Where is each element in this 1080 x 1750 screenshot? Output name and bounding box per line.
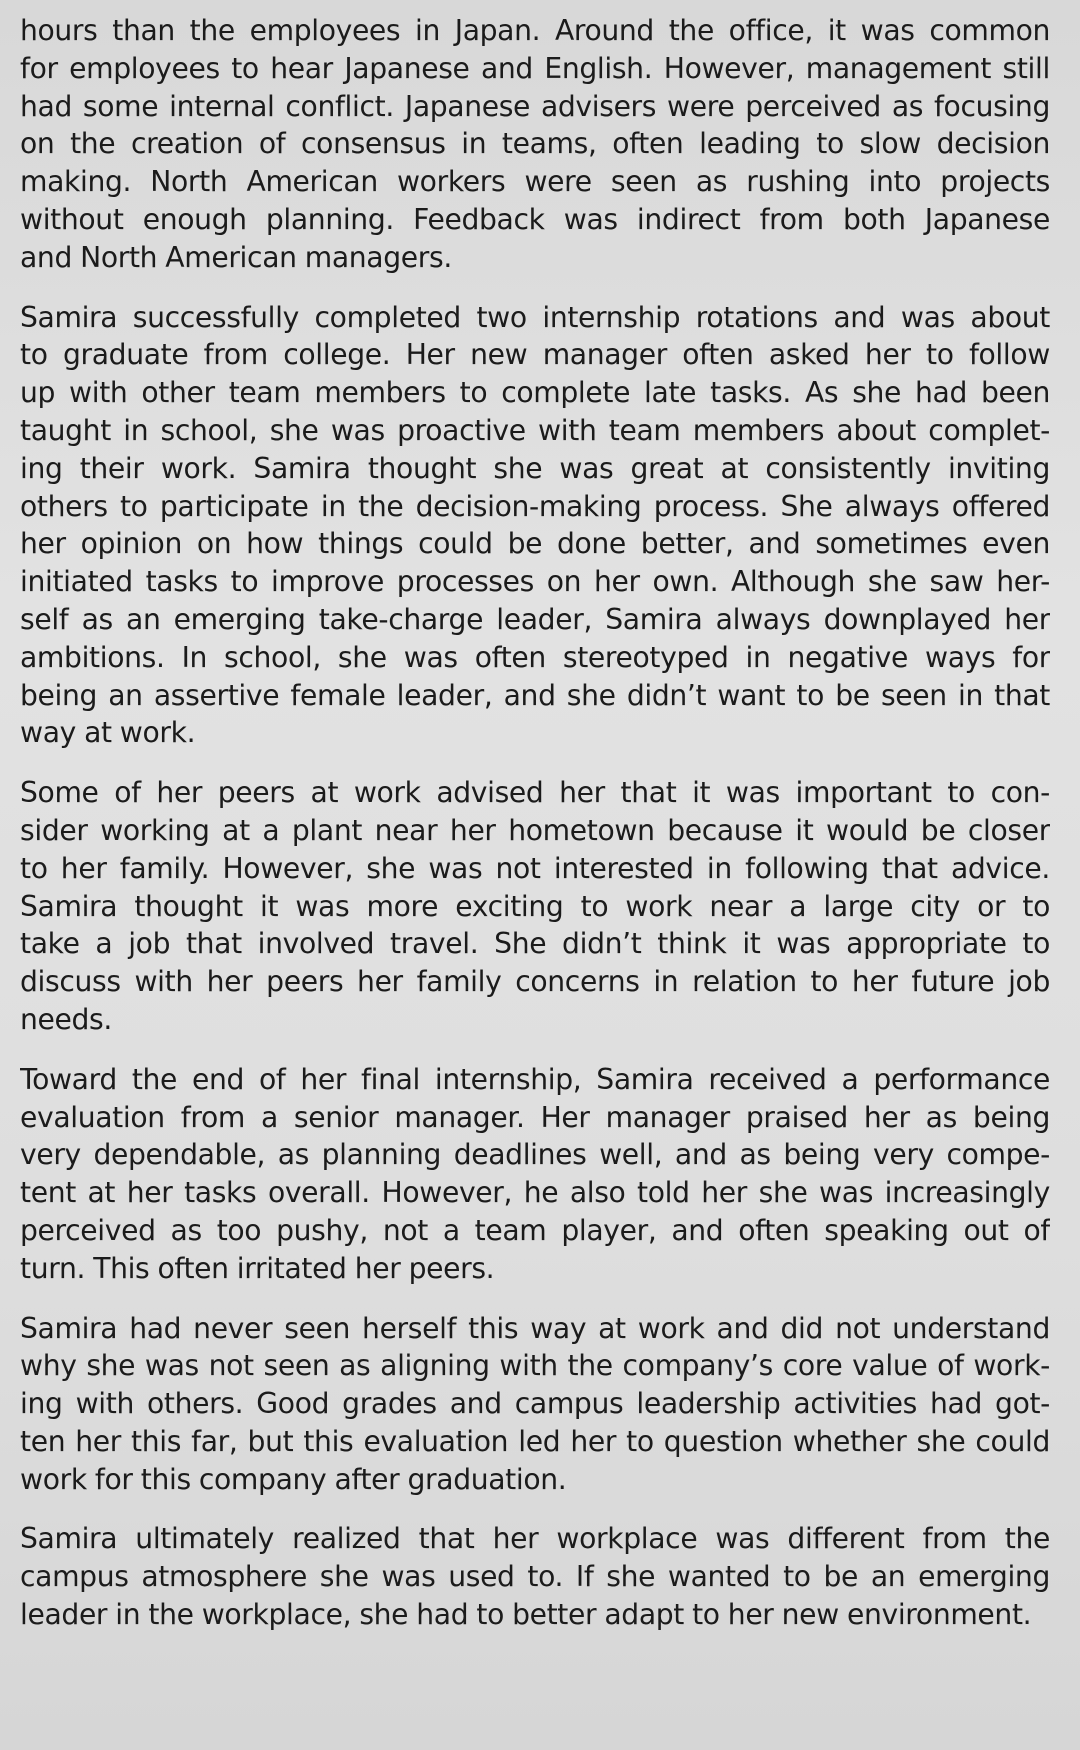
text-line: sider working at a plant near her hometown because it would be closer [20,813,1050,847]
text-line: ambitions. In school, she was often stereotyped in negative ways for [20,640,1050,674]
text-line: her opinion on how things could be done better, and sometimes even [20,527,1050,561]
text-line: tent at her tasks overall. However, he also told her she was increasingly [20,1176,1050,1210]
text-line: Toward the end of her final internship, Samira received a performance [20,1062,1050,1096]
text-line: taught in school, she was proactive with team members about complet- [20,413,1050,447]
text-line: making. North American workers were seen as rushing into projects [20,165,1050,199]
text-line: way at work. [20,716,196,750]
text-line: discuss with her peers her family concerns in relation to her future job [20,965,1050,999]
text-line: up with other team members to complete late tasks. As she had been [20,376,1050,410]
text-line: ten her this far, but this evaluation led her to question whether she could [20,1424,1050,1458]
text-line: Samira successfully completed two internship rotations and was about [20,300,1050,334]
paragraph-5 [20,1310,1050,1499]
text-line: others to participate in the decision-making process. She always offered [20,489,1050,523]
text-line: leader in the workplace, she had to better adapt to her new environment. [20,1598,1032,1632]
paragraph-4 [20,1061,1050,1288]
text-line: to her family. However, she was not interested in following that advice. [20,851,1050,885]
text-line: campus atmosphere she was used to. If she wanted to be an emerging [20,1560,1050,1594]
text-line: without enough planning. Feedback was indirect from both Japanese [20,202,1050,236]
text-line: perceived as too pushy, not a team player, and often speaking out of [20,1213,1050,1247]
text-line: for employees to hear Japanese and English. However, management still [20,51,1050,85]
text-line: to graduate from college. Her new manager often asked her to follow [20,338,1050,372]
text-line: Samira ultimately realized that her workplace was different from the [20,1522,1050,1556]
text-line: why she was not seen as aligning with the company’s core value of work- [20,1349,1050,1383]
text-line: needs. [20,1002,112,1036]
text-line: on the creation of consensus in teams, often leading to slow decision [20,127,1050,161]
paragraph-3 [20,774,1050,1039]
text-line: had some internal conflict. Japanese advisers were perceived as focusing [20,89,1050,123]
text-line: Samira thought it was more exciting to work near a large city or to [20,889,1050,923]
text-line: Samira had never seen herself this way at work and did not understand [20,1311,1050,1345]
text-line: ing with others. Good grades and campus leadership activities had got- [20,1387,1050,1421]
text-line: Some of her peers at work advised her that it was important to con- [20,776,1050,810]
text-line: turn. This often irritated her peers. [20,1251,495,1285]
text-line: self as an emerging take-charge leader, Samira always downplayed her [20,602,1050,636]
text-line: evaluation from a senior manager. Her manager praised her as being [20,1100,1050,1134]
text-line: initiated tasks to improve processes on her own. Although she saw her- [20,565,1050,599]
text-line: take a job that involved travel. She didn’t think it was appropriate to [20,927,1050,961]
text-line: very dependable, as planning deadlines well, and as being very compe- [20,1138,1050,1172]
paragraph-2 [20,299,1050,753]
text-line: being an assertive female leader, and she didn’t want to be seen in that [20,678,1050,712]
paragraph-6 [20,1520,1050,1633]
paragraph-1 [20,12,1050,277]
text-line: work for this company after graduation. [20,1462,567,1496]
text-line: ing their work. Samira thought she was great at consistently inviting [20,451,1050,485]
text-line: hours than the employees in Japan. Around the office, it was common [20,14,1050,47]
text-line: and North American managers. [20,240,452,274]
